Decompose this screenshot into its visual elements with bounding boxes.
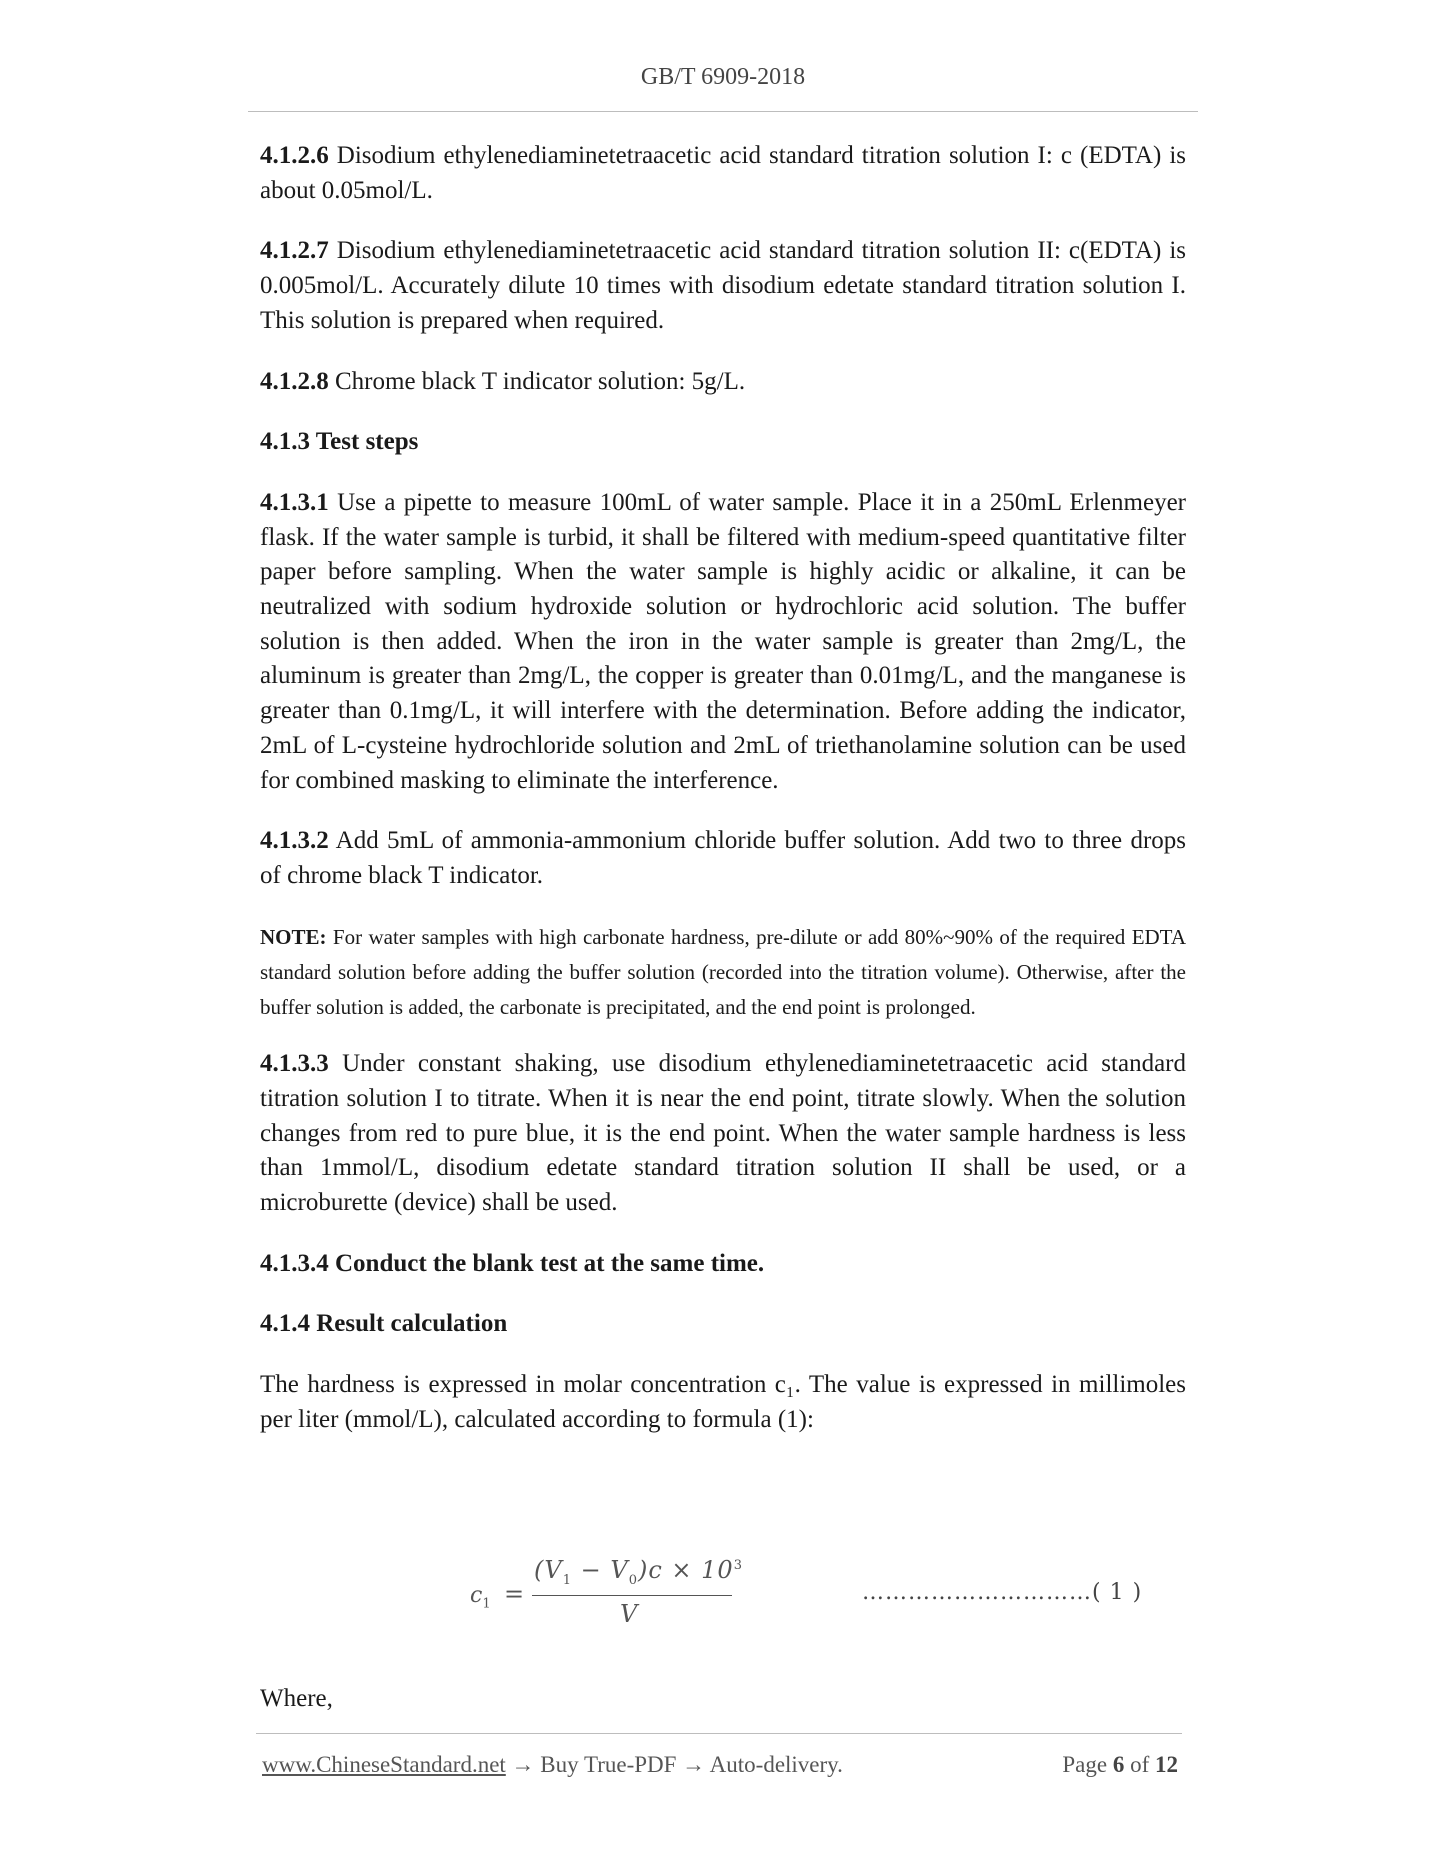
formula-numerator: $(V_1 - V_0)c \times 10^3$ [534,1556,743,1588]
clause-text: Chrome black T indicator solution: 5g/L. [328,367,746,395]
current-page: 6 [1112,1752,1125,1777]
formula-1 [470,1556,1190,1636]
clause-4-1-3-4: 4.1.3.4 Conduct the blank test at the same time. [260,1249,765,1277]
clause-number: 4.1.3.3 [260,1050,329,1078]
clause-4-1-2-6 [260,139,1186,208]
clause-text: Use a pipette to measure 100mL of water sample. Place it in a 250mL Erlenmeyer flask. If the water sample is turbid, it shall be filtered with medium-speed quantitative filter paper before sampling. When the water sample is highly acidic or alkaline, it can be neutralized with sodium hydroxide solution or hydrochloric acid solution. The buffer solution is then added. When the iron in the water sample is greater than 2mg/L, the aluminum is greater than 2mg/L, the copper is greater than 0.01mg/L, and the manganese is greater than 0.1mg/L, it will interfere with the determination. Before adding the indicator, 2mL of L-cysteine hydrochloride solution and 2mL of triethanolamine solution can be used for combined masking to eliminate the interference. [260,488,1186,794]
clause-number: 4.1.3.2 [260,827,329,855]
clause-text: Disodium ethylenediaminetetraacetic acid standard titration solution II: c(EDTA) is 0.005mol/L. Accurately dilute 10 times with disodium edetate standard titration solution I. This solution is prepared when required. [260,237,1186,334]
clause-4-1-3-3 [260,1047,1186,1221]
document-body [260,139,1186,1464]
footer-promo [262,1752,843,1778]
note-label: NOTE: [260,924,327,949]
header-divider [248,111,1198,112]
clause-text: Disodium ethylenediaminetetraacetic acid standard titration solution I: c (EDTA) is about 0.05mol/L. [260,142,1186,204]
clause-4-1-2-7 [260,234,1186,338]
clause-number: 4.1.3.1 [260,488,329,516]
page-indicator: Page 6 of 12 [1062,1752,1178,1777]
fraction-bar [532,1595,732,1596]
page-header: GB/T 6909-2018 [640,64,806,90]
clause-4-1-3-2 [260,824,1186,893]
calculation-intro: The hardness is expressed in molar concentration c₁. The value is expressed in millimoles per liter (mmol/L), calculated according to formula (1): [260,1371,1186,1433]
section-heading-result-calculation: 4.1.4 Result calculation [260,1310,508,1338]
where-label: Where, [260,1685,333,1712]
formula-reference: …………………………( 1 ) [862,1580,1143,1605]
formula-denominator: V [620,1600,638,1628]
clause-number: 4.1.2.8 [260,367,329,395]
formula-lhs: $c_1$ [470,1583,491,1612]
note-paragraph [260,920,1186,1026]
site-link[interactable]: www.ChineseStandard.net [262,1752,506,1777]
section-heading-test-steps: 4.1.3 Test steps [260,428,419,456]
clause-number: 4.1.2.7 [260,237,329,265]
clause-4-1-2-8 [260,365,1186,400]
clause-text: Add 5mL of ammonia-ammonium chloride buffer solution. Add two to three drops of chrome black T indicator. [260,827,1186,889]
clause-4-1-3-1 [260,486,1186,798]
promo-text: → Buy True-PDF → Auto-delivery. [505,1752,843,1777]
total-pages: 12 [1155,1752,1178,1777]
clause-number: 4.1.2.6 [260,142,329,169]
footer-divider [256,1733,1182,1734]
formula-equals: = [504,1580,525,1608]
note-text: For water samples with high carbonate hardness, pre-dilute or add 80%~90% of the required EDTA standard solution before adding the buffer solution (recorded into the titration volume). Otherwise, after the buffer solution is added, the carbonate is precipitated, and the end point is prolonged. [260,924,1186,1020]
clause-text: Under constant shaking, use disodium ethylenediaminetetraacetic acid standard titration solution I to titrate. When it is near the end point, titrate slowly. When the solution changes from red to pure blue, it is the end point. When the water sample hardness is less than 1mmol/L, disodium edetate standard titration solution II shall be used, or a microburette (device) shall be used. [260,1050,1186,1217]
